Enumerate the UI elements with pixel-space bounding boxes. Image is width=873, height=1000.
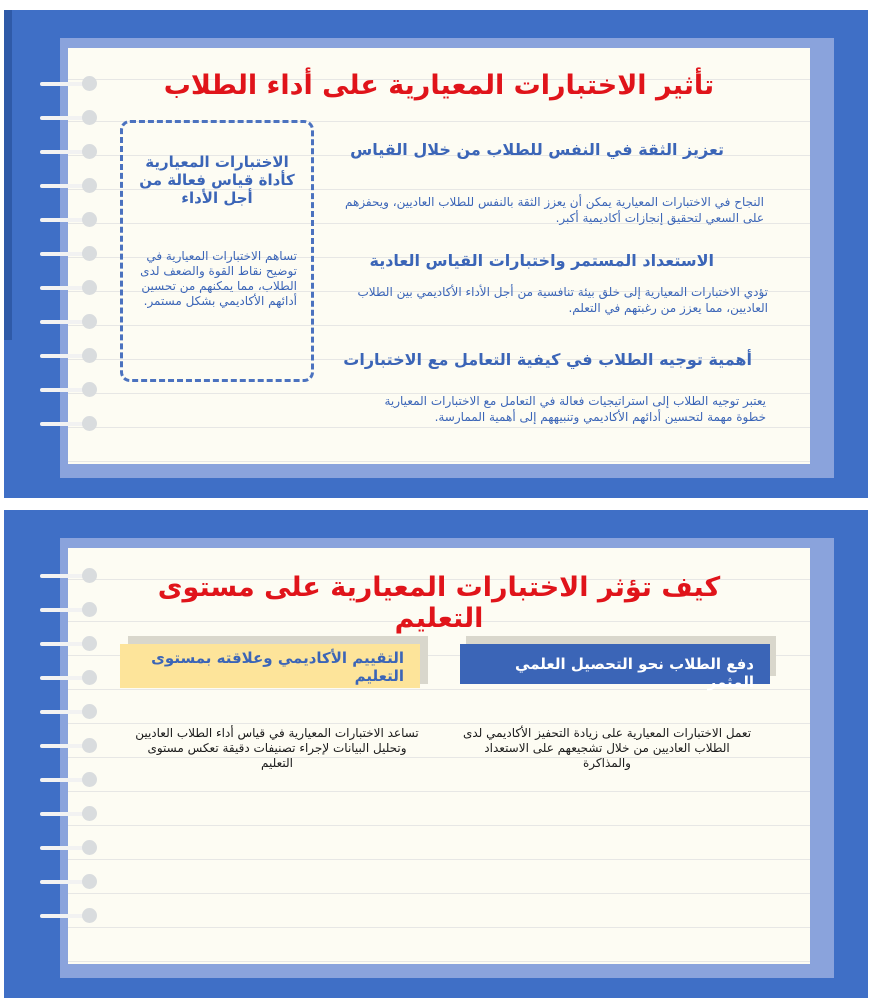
notebook-spiral <box>40 70 100 444</box>
notebook-spiral <box>40 562 100 936</box>
spiral-ring-icon <box>40 376 100 410</box>
slide-title: كيف تؤثر الاختبارات المعيارية على مستوى التعليم <box>157 572 721 634</box>
section-text-2: تؤدي الاختبارات المعيارية إلى خلق بيئة تنافسية من أجل الأداء الأكاديمي بين الطلاب العاديين، مما يعزز من رغبتهم في التعلم. <box>357 285 768 315</box>
box-heading: الاختبارات المعيارية كأداة قياس فعالة من أجل الأداء <box>139 153 295 207</box>
card-label: التقييم الأكاديمي وعلاقته بمستوى التعليم <box>151 649 404 685</box>
spiral-ring-icon <box>40 630 100 664</box>
spiral-ring-icon <box>40 172 100 206</box>
spiral-ring-icon <box>40 834 100 868</box>
spiral-ring-icon <box>40 104 100 138</box>
section-heading-3: أهمية توجيه الطلاب في كيفية التعامل مع الاختبارات <box>343 350 752 369</box>
spiral-ring-icon <box>40 70 100 104</box>
slide-edge-strip <box>4 10 12 340</box>
section-text-3: يعتبر توجيه الطلاب إلى استراتيجيات فعالة في التعامل مع الاختبارات المعيارية خطوة مهمة لتحسين أدائهم الأكاديمي وتنبيههم إلى أهمية الممارسة. <box>384 394 766 424</box>
spiral-ring-icon <box>40 732 100 766</box>
spiral-ring-icon <box>40 800 100 834</box>
spiral-ring-icon <box>40 664 100 698</box>
spiral-ring-icon <box>40 274 100 308</box>
spiral-ring-icon <box>40 410 100 444</box>
slide-1 <box>4 10 868 498</box>
spiral-ring-icon <box>40 308 100 342</box>
card-label: دفع الطلاب نحو التحصيل العلمي المثمر <box>515 655 754 691</box>
section-text-1: النجاح في الاختبارات المعيارية يمكن أن يعزز الثقة بالنفس للطلاب العاديين، ويحفزهم على السعي لتحقيق إنجازات أكاديمية أكبر. <box>345 195 764 225</box>
spiral-ring-icon <box>40 206 100 240</box>
section-heading-1: تعزيز الثقة في النفس للطلاب من خلال القياس <box>350 140 724 159</box>
slide-2 <box>4 510 868 998</box>
slide-title: تأثير الاختبارات المعيارية على أداء الطلاب <box>163 70 715 101</box>
card-text-academic-achievement: تعمل الاختبارات المعيارية على زيادة التحفيز الأكاديمي لدى الطلاب العاديين من خلال تشجيعهم على الاستعداد والمذاكرة <box>462 726 752 770</box>
card-text-academic-evaluation: تساعد الاختبارات المعيارية في قياس أداء الطلاب العاديين وتحليل البيانات لإجراء تصنيفات دقيقة تعكس مستوى التعليم <box>135 726 419 770</box>
spiral-ring-icon <box>40 868 100 902</box>
notebook-page <box>68 48 810 464</box>
spiral-ring-icon <box>40 240 100 274</box>
spiral-ring-icon <box>40 766 100 800</box>
card-academic-evaluation <box>120 644 420 688</box>
box-text: تساهم الاختبارات المعيارية في توضيح نقاط القوة والضعف لدى الطلاب، مما يمكنهم من تحسين أدائهم الأكاديمي بشكل مستمر. <box>140 249 297 308</box>
spiral-ring-icon <box>40 698 100 732</box>
notebook-page <box>68 548 810 964</box>
spiral-ring-icon <box>40 562 100 596</box>
spiral-ring-icon <box>40 596 100 630</box>
spiral-ring-icon <box>40 138 100 172</box>
card-academic-achievement <box>460 644 770 691</box>
spiral-ring-icon <box>40 902 100 936</box>
spiral-ring-icon <box>40 342 100 376</box>
section-heading-2: الاستعداد المستمر واختبارات القياس العادية <box>369 251 714 270</box>
highlight-box <box>120 120 314 382</box>
